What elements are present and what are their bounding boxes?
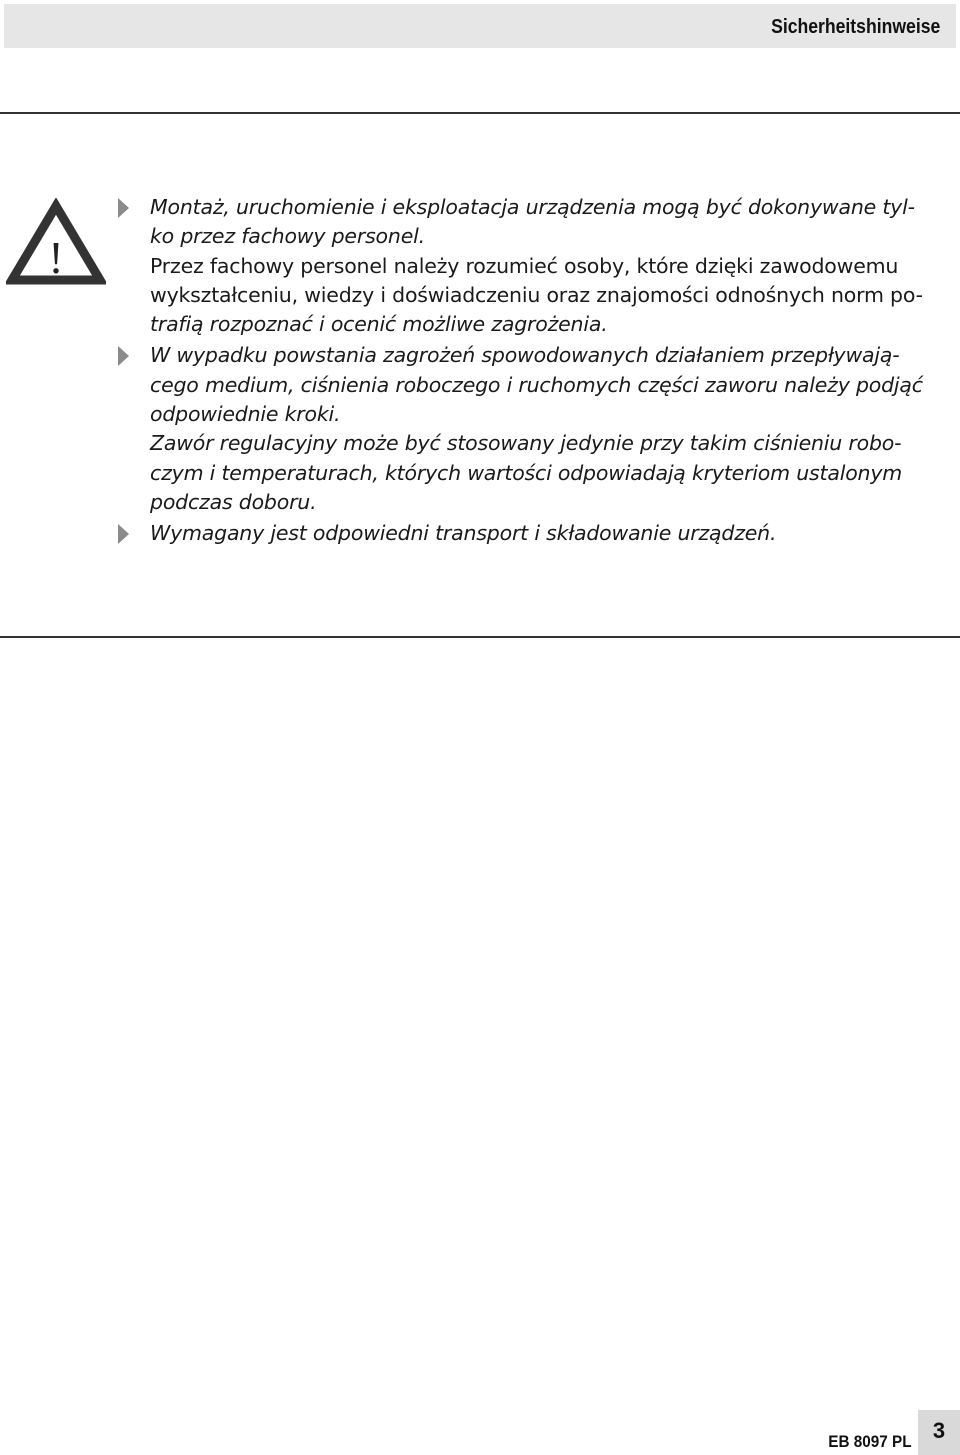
header-bar xyxy=(4,4,956,48)
page-number: 3 xyxy=(932,1418,946,1443)
list-item xyxy=(116,519,946,548)
bullet-arrow-icon xyxy=(118,198,129,218)
page-title: Sicherheitshinweise xyxy=(770,16,940,38)
bottom-divider xyxy=(0,636,960,638)
paragraph: W wypadku powstania zagrożeń spowodowanych działaniem przepływają- cego medium, ciśnienia roboczego i ruchomych części zaworu należy podjąć odpowiednie kroki. Zawór regulacyjny może być stosowany jedynie przy takim ciśnieniu robo- czym i temperaturach, których wartości odpowiadają kryteriom ustalonym podczas doboru. xyxy=(150,343,923,514)
paragraph: Montaż, uruchomienie i eksploatacja urządzenia mogą być dokonywane tyl- ko przez fachowy personel. Przez fachowy personel należy rozumieć osoby, które dzięki zawodowemu wykształceniu, wiedzy i doświadczeniu oraz znajomości odnośnych norm po- trafią rozpoznać i ocenić możliwe zagrożenia. xyxy=(150,195,923,337)
bullet-arrow-icon xyxy=(118,346,129,366)
list-item xyxy=(116,341,946,517)
warning-symbol: ! xyxy=(48,232,64,283)
top-divider xyxy=(0,112,960,114)
list-item xyxy=(116,193,946,339)
page-number-box xyxy=(918,1410,960,1455)
document-code: EB 8097 PL xyxy=(828,1432,912,1451)
warning-triangle-icon xyxy=(6,198,106,286)
safety-notes xyxy=(116,193,946,549)
paragraph: Wymagany jest odpowiedni transport i składowanie urządzeń. xyxy=(150,521,777,546)
bullet-arrow-icon xyxy=(118,524,129,544)
